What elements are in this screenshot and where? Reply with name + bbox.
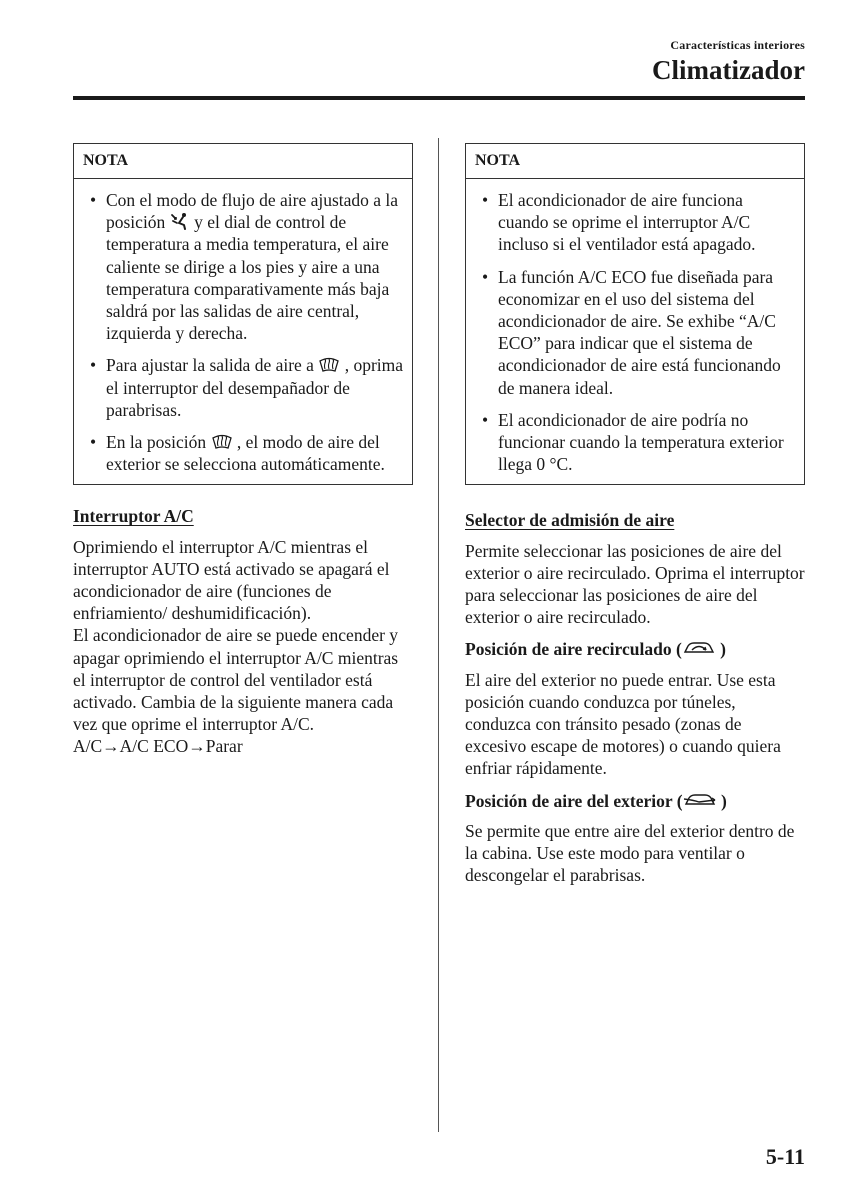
note-item xyxy=(474,189,796,256)
note-item xyxy=(474,409,796,476)
fresh-air-heading-close: ) xyxy=(720,790,727,811)
fresh-air-heading xyxy=(465,790,805,812)
recirculated-heading-text: Posición de aire recirculado ( xyxy=(465,639,682,660)
note-item xyxy=(82,189,404,344)
note-box-left xyxy=(73,143,413,485)
note-box-right xyxy=(465,143,805,485)
fresh-air-icon xyxy=(683,791,717,809)
note-list xyxy=(74,179,412,484)
fresh-air-text: Se permite que entre aire del exterior dentro de la cabina. Use este modo para ventilar o descongelar el parabrisas. xyxy=(465,820,795,886)
bullet: • xyxy=(482,190,489,210)
page-number: 5-11 xyxy=(765,1144,805,1169)
note-text: Para ajustar la salida de aire a xyxy=(106,355,314,376)
bullet: • xyxy=(90,355,97,376)
recirculate-icon xyxy=(682,639,716,657)
note-list xyxy=(466,179,804,484)
bullet: • xyxy=(90,432,97,453)
note-heading: NOTA xyxy=(466,144,804,179)
windshield-defroster-icon xyxy=(318,357,340,373)
note-text: Con el modo de flujo de aire ajustado a la posición xyxy=(106,190,399,233)
note-item xyxy=(474,266,796,399)
ac-paragraph: El acondicionador de aire se puede encender y apagar oprimiendo el interruptor A/C mientras el interruptor de control del ventilador está activado. Cambia de la siguiente manera cada vez que oprime el interruptor A/C. xyxy=(73,625,399,735)
note-text: El acondicionador de aire funciona cuando se oprime el interruptor A/C incluso si el ventilador está apagado. xyxy=(498,190,756,255)
floor-mode-icon xyxy=(170,212,190,230)
bullet: • xyxy=(482,266,489,287)
ac-paragraph: Oprimiendo el interruptor A/C mientras el interruptor AUTO está activado se apagará el acondicionador de aire (funciones de enfriamiento/ deshumidificación). xyxy=(73,536,390,624)
section-heading-ac: Interruptor A/C xyxy=(73,506,194,527)
header-rule xyxy=(73,96,805,100)
section-heading-intake: Selector de admisión de aire xyxy=(465,510,675,531)
recirculated-heading xyxy=(465,638,805,660)
page-title: Climatizador xyxy=(652,55,805,85)
note-text: y el dial de control de temperatura a media temperatura, el aire caliente se dirige a los pies y aire a una temperatura comparativamente más baja saldrá por las salidas de aire central, izquierda y derecha. xyxy=(106,212,390,344)
bullet: • xyxy=(90,190,97,210)
ac-sequence: A/C→A/C ECO→Parar xyxy=(73,736,243,757)
column-divider xyxy=(438,138,439,1132)
bullet: • xyxy=(482,409,489,430)
note-text: , el modo de aire del exterior se selecciona automáticamente. xyxy=(106,432,385,475)
fresh-air-heading-text: Posición de aire del exterior ( xyxy=(465,790,683,811)
windshield-defroster-icon xyxy=(211,434,233,450)
left-column xyxy=(73,143,413,758)
intake-paragraph: Permite seleccionar las posiciones de aire del exterior o aire recirculado. Oprima el interruptor para seleccionar las posiciones de aire del exterior o aire recirculado. xyxy=(465,540,805,628)
section-label: Características interiores xyxy=(670,38,805,52)
note-heading: NOTA xyxy=(74,144,412,179)
note-item xyxy=(82,354,404,421)
right-column xyxy=(465,143,805,896)
recirculated-heading-close: ) xyxy=(720,639,726,660)
note-text: En la posición xyxy=(106,432,207,453)
note-item xyxy=(82,431,404,475)
note-text: El acondicionador de aire podría no funcionar cuando la temperatura exterior llega 0 °C. xyxy=(498,409,784,475)
note-text: , oprima el interruptor del desempañador de parabrisas. xyxy=(106,355,404,420)
note-text: La función A/C ECO fue diseñada para economizar en el uso del sistema del acondicionador de aire. Se exhibe “A/C ECO” para indicar que el sistema de acondicionador de aire está funcionando de manera ideal. xyxy=(498,266,781,398)
recirculated-text: El aire del exterior no puede entrar. Use esta posición cuando conduzca por túneles, conduzca con tránsito pesado (zonas de excesivo escape de motores) o cuando quiera enfriar rápidamente. xyxy=(465,669,781,779)
